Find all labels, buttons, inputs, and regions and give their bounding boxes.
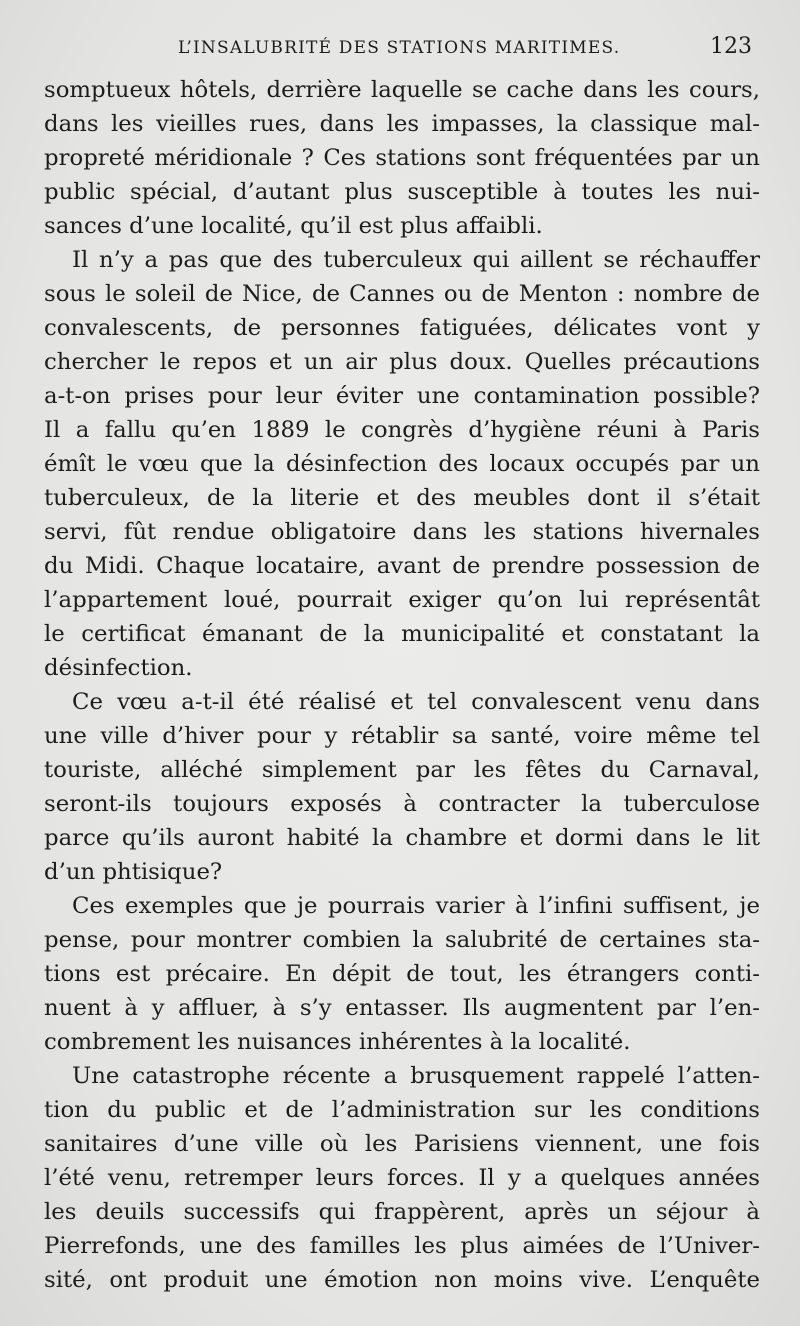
text-line: sité, ont produit une émotion non moins vive. L’enquête [44, 1267, 760, 1293]
text-line: public spécial, d’autant plus susceptible à toutes les nui- [44, 179, 760, 205]
text-line: d’un phtisique? [44, 859, 223, 885]
text-line: Il n’y a pas que des tuberculeux qui aillent se réchauffer [72, 247, 760, 273]
text-line: une ville d’hiver pour y rétablir sa santé, voire même tel [44, 723, 760, 749]
text-line: tions est précaire. En dépit de tout, les étrangers conti- [44, 961, 760, 987]
text-line: chercher le repos et un air plus doux. Quelles précautions [44, 349, 760, 375]
text-line: sanitaires d’une ville où les Parisiens viennent, une fois [44, 1131, 760, 1157]
text-line: du Midi. Chaque locataire, avant de prendre possession de [44, 553, 760, 579]
text-line: Ce vœu a-t-il été réalisé et tel convalescent venu dans [72, 689, 760, 715]
text-line: désinfection. [44, 655, 193, 681]
text-line: l’appartement loué, pourrait exiger qu’on lui représentât [44, 587, 760, 613]
text-line: l’été venu, retremper leurs forces. Il y a quelques années [44, 1165, 760, 1191]
text-line: Il a fallu qu’en 1889 le congrès d’hygiène réuni à Paris [44, 417, 760, 443]
page-number: 123 [710, 34, 752, 59]
text-line: seront-ils toujours exposés à contracter la tuberculose [44, 791, 760, 817]
text-line: tion du public et de l’administration sur les conditions [44, 1097, 760, 1123]
text-line: servi, fût rendue obligatoire dans les stations hivernales [44, 519, 760, 545]
text-line: pense, pour montrer combien la salubrité de certaines sta- [44, 927, 760, 953]
text-line: sous le soleil de Nice, de Cannes ou de Menton : nombre de [44, 281, 760, 307]
paragraph [44, 889, 760, 1059]
text-line: convalescents, de personnes fatiguées, délicates vont y [44, 315, 760, 341]
text-line: le certificat émanant de la municipalité et constatant la [44, 621, 760, 647]
text-line: dans les vieilles rues, dans les impasses, la classique mal- [44, 111, 760, 137]
text-line: émît le vœu que la désinfection des locaux occupés par un [44, 451, 760, 477]
text-line: Une catastrophe récente a brusquement rappelé l’atten- [72, 1063, 760, 1089]
text-line: a-t-on prises pour leur éviter une contamination possible? [44, 383, 760, 409]
text-line: tuberculeux, de la literie et des meubles dont il s’était [44, 485, 760, 511]
text-line: somptueux hôtels, derrière laquelle se cache dans les cours, [44, 77, 760, 103]
paragraph [44, 1059, 760, 1297]
text-line: touriste, alléché simplement par les fêtes du Carnaval, [44, 757, 760, 783]
text-line: parce qu’ils auront habité la chambre et dormi dans le lit [44, 825, 760, 851]
text-line: les deuils successifs qui frappèrent, après un séjour à [44, 1199, 760, 1225]
paragraph [44, 73, 760, 243]
text-line: Pierrefonds, une des familles les plus aimées de l’Univer- [44, 1233, 760, 1259]
text-line: nuent à y affluer, à s’y entasser. Ils augmentent par l’en- [44, 995, 760, 1021]
text-line: sances d’une localité, qu’il est plus affaibli. [44, 213, 543, 239]
body-text [44, 73, 760, 1297]
running-title: L’INSALUBRITÉ DES STATIONS MARITIMES. [178, 38, 621, 58]
paragraph [44, 685, 760, 889]
page-header [0, 32, 800, 62]
text-line: propreté méridionale ? Ces stations sont fréquentées par un [44, 145, 760, 171]
text-line: combrement les nuisances inhérentes à la localité. [44, 1029, 631, 1055]
text-line: Ces exemples que je pourrais varier à l’infini suffisent, je [72, 893, 760, 919]
paragraph [44, 243, 760, 685]
